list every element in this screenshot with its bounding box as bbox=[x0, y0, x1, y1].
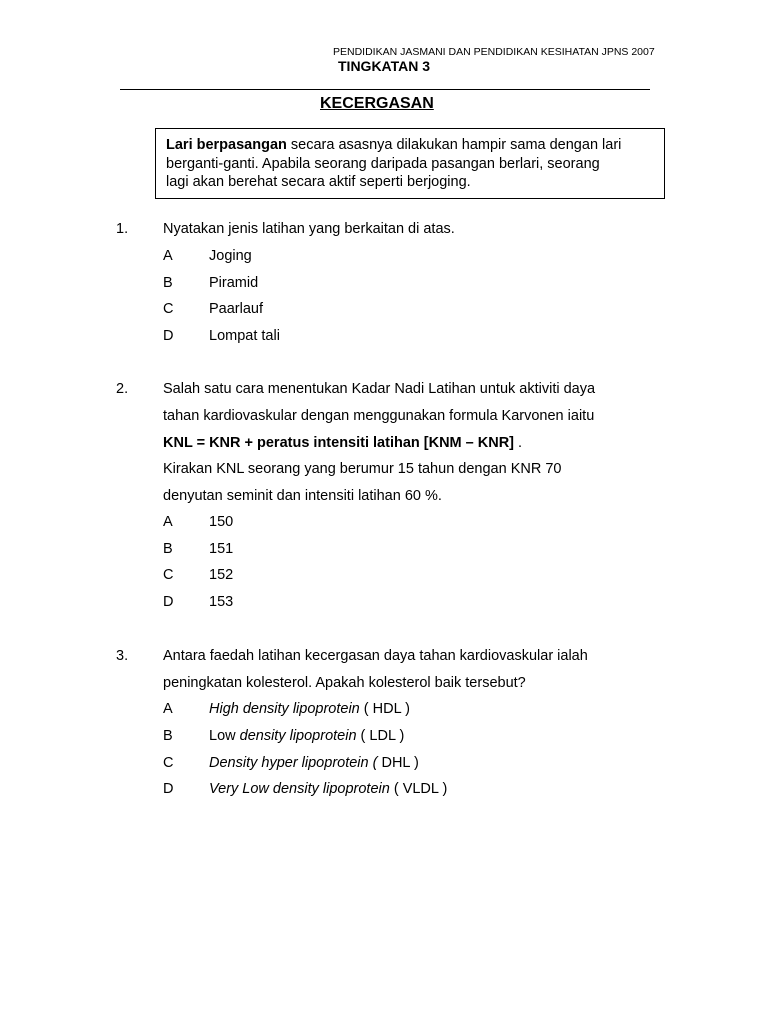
q3-option-b-abbr: ( LDL ) bbox=[356, 728, 405, 744]
question-2-line-1: Salah satu cara menentukan Kadar Nadi Latihan untuk aktiviti daya bbox=[163, 381, 596, 397]
q3-option-a-abbr: ( HDL ) bbox=[359, 701, 410, 717]
question-2-number: 2. bbox=[116, 381, 129, 397]
question-1-text: Nyatakan jenis latihan yang berkaitan di atas. bbox=[163, 221, 455, 237]
q3-option-c-letter: C bbox=[163, 755, 174, 771]
q2-option-d-text: 153 bbox=[209, 594, 234, 610]
question-3-number: 3. bbox=[116, 648, 129, 664]
q1-option-a-text: Joging bbox=[209, 248, 252, 264]
q2-option-c-letter: C bbox=[163, 567, 174, 583]
passage-line-3: lagi akan berehat secara aktif seperti berjoging. bbox=[166, 174, 471, 190]
q3-option-b-text bbox=[209, 728, 404, 744]
question-2-formula bbox=[163, 435, 522, 451]
question-2-line-4: Kirakan KNL seorang yang berumur 15 tahun dengan KNR 70 bbox=[163, 461, 562, 477]
q3-option-d-term: Very Low density lipoprotein bbox=[209, 781, 390, 797]
q3-option-c-term: Density hyper lipoprotein ( bbox=[209, 755, 378, 771]
q1-option-c-text: Paarlauf bbox=[209, 301, 264, 317]
q3-option-d-letter: D bbox=[163, 781, 174, 797]
q3-option-a-text bbox=[209, 701, 410, 717]
q2-option-a-text: 150 bbox=[209, 514, 234, 530]
q2-option-d-letter: D bbox=[163, 594, 174, 610]
passage-line-1-rest: secara asasnya dilakukan hampir sama dengan lari bbox=[286, 137, 622, 153]
karvonen-formula: KNL = KNR + peratus intensiti latihan [KNM – KNR] bbox=[163, 435, 514, 451]
passage-bold-term: Lari berpasangan bbox=[166, 137, 287, 153]
q3-option-d-abbr: ( VLDL ) bbox=[389, 781, 448, 797]
question-3-line-2: peningkatan kolesterol. Apakah kolesterol baik tersebut? bbox=[163, 675, 526, 691]
q3-option-d-text bbox=[209, 781, 447, 797]
q3-option-b-letter: B bbox=[163, 728, 173, 744]
q2-option-b-letter: B bbox=[163, 541, 173, 557]
formula-period: . bbox=[514, 435, 523, 451]
q1-option-d-letter: D bbox=[163, 328, 174, 344]
q2-option-c-text: 152 bbox=[209, 567, 234, 583]
q3-option-b-term: density lipoprotein bbox=[239, 728, 357, 744]
question-2-line-5: denyutan seminit dan intensiti latihan 60 %. bbox=[163, 488, 442, 504]
q1-option-a-letter: A bbox=[163, 248, 173, 264]
q1-option-d-text: Lompat tali bbox=[209, 328, 280, 344]
q2-option-a-letter: A bbox=[163, 514, 173, 530]
q1-option-b-letter: B bbox=[163, 275, 173, 291]
q3-option-c-abbr: DHL ) bbox=[377, 755, 419, 771]
q3-option-b-prefix: Low bbox=[209, 728, 240, 744]
form-level: TINGKATAN 3 bbox=[338, 58, 431, 74]
header-divider bbox=[120, 89, 650, 90]
document-subject-header: PENDIDIKAN JASMANI DAN PENDIDIKAN KESIHATAN JPNS 2007 bbox=[333, 46, 655, 58]
q1-option-c-letter: C bbox=[163, 301, 174, 317]
question-1-number: 1. bbox=[116, 221, 129, 237]
passage-box bbox=[155, 128, 665, 199]
question-3-line-1: Antara faedah latihan kecergasan daya tahan kardiovaskular ialah bbox=[163, 648, 588, 664]
q2-option-b-text: 151 bbox=[209, 541, 234, 557]
page-title: KECERGASAN bbox=[320, 95, 434, 112]
q3-option-c-text bbox=[209, 755, 419, 771]
question-2-line-2: tahan kardiovaskular dengan menggunakan formula Karvonen iaitu bbox=[163, 408, 595, 424]
q3-option-a-term: High density lipoprotein bbox=[209, 701, 360, 717]
q1-option-b-text: Piramid bbox=[209, 275, 259, 291]
passage-line-1 bbox=[166, 136, 664, 155]
q3-option-a-letter: A bbox=[163, 701, 173, 717]
passage-line-2: berganti-ganti. Apabila seorang daripada pasangan berlari, seorang bbox=[166, 155, 600, 172]
